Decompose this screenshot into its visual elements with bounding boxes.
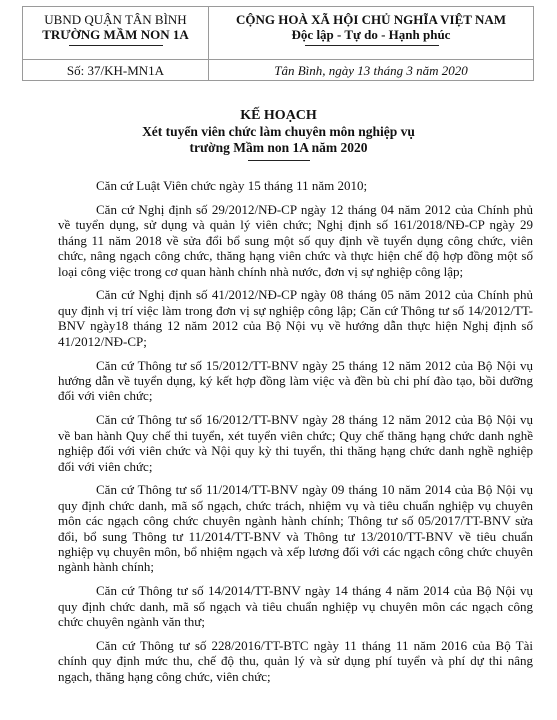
issuing-agency-cell: [23, 7, 209, 59]
paragraph: Căn cứ Thông tư số 16/2012/TT-BNV ngày 28 tháng 12 năm 2012 của Bộ Nội vụ về ban hành Quy chế thi tuyển, xét tuyển viên chức; Quy chế thăng hạng chức danh nghề nghiệp đối với viên chức và Nội quy kỳ thi tuyển, thi thăng hạng chức danh nghề nghiệp đối với viên chức;: [58, 412, 533, 474]
agency-name: UBND QUẬN TÂN BÌNH: [44, 12, 187, 27]
paragraph: Căn cứ Thông tư số 11/2014/TT-BNV ngày 09 tháng 10 năm 2014 của Bộ Nội vụ quy định chức danh, mã số ngạch, chức trách, nhiệm vụ và tiêu chuẩn nghiệp vụ chuyên môn các ngạch công chức chuyên ngành hành chính; Thông tư số 05/2017/TT-BNV sửa đổi, bổ sung Thông tư 11/2014/TT-BNV và Thông tư 13/2010/TT-BNV về tiêu chuẩn nghiệp vụ chuyên môn, bổ nhiệm ngạch và xếp lương đối với các ngạch công chức chuyên ngành hành chính;: [58, 482, 533, 575]
place-and-date: Tân Bình, ngày 13 tháng 3 năm 2020: [274, 63, 468, 78]
header-table: [22, 6, 534, 81]
national-title-cell: [209, 7, 533, 59]
doc-number-cell: [23, 59, 209, 81]
paragraph: Căn cứ Nghị định số 29/2012/NĐ-CP ngày 12 tháng 04 năm 2012 của Chính phủ về tuyển dụng, sử dụng và quản lý viên chức; Nghị định số 161/2018/NĐ-CP ngày 29 tháng 11 năm 2018 về sửa đổi bổ sung một số quy định về tuyển dụng công chức, viên chức, nâng ngạch công chức, thăng hạng viên chức và thực hiện chế độ hợp đồng một số loại công việc trong cơ quan hành chính nhà nước, đơn vị sự nghiệp công lập;: [58, 201, 533, 279]
document-number: Số: 37/KH-MN1A: [66, 63, 165, 78]
plan-subtitle-line2: trường Mầm non 1A năm 2020: [189, 140, 368, 155]
legal-basis-section: [58, 178, 533, 693]
school-name: TRƯỜNG MẦM NON 1A: [42, 27, 189, 42]
paragraph: Căn cứ Thông tư số 228/2016/TT-BTC ngày 11 tháng 11 năm 2016 của Bộ Tài chính quy định mức thu, chế độ thu, quản lý và sử dụng phí tuyển và phí dự thi nâng ngạch, thăng hạng công chức, viên chức;: [58, 638, 533, 684]
paragraph: Căn cứ Thông tư số 15/2012/TT-BNV ngày 25 tháng 12 năm 2012 của Bộ Nội vụ hướng dẫn về tuyển dụng, ký kết hợp đồng làm việc và đền bù chi phí đào tạo, bồi dưỡng đối với viên chức;: [58, 357, 533, 404]
place-date-cell: [209, 59, 533, 81]
national-motto: Độc lập - Tự do - Hạnh phúc: [291, 27, 451, 42]
paragraph: Căn cứ Nghị định số 41/2012/NĐ-CP ngày 08 tháng 05 năm 2012 của Chính phủ quy định vị trí việc làm trong đơn vị sự nghiệp công lập; Căn cứ Thông tư số 14/2012/TT-BNV ngày18 tháng 12 năm 2012 của Bộ Nội vụ về hướng dẫn thực hiện Nghị định số 41/2012/NĐ-CP;: [58, 287, 533, 349]
school-name-underline: [69, 45, 163, 46]
plan-subtitle-line1: Xét tuyển viên chức làm chuyên môn nghiệp vụ: [142, 124, 415, 139]
plan-title: KẾ HOẠCH: [240, 108, 317, 123]
paragraph: Căn cứ Thông tư số 14/2014/TT-BNV ngày 14 tháng 4 năm 2014 của Bộ Nội vụ quy định chức danh, mã số ngạch và tiêu chuẩn nghiệp vụ chuyên môn các ngạch công chức chuyên ngành văn thư;: [58, 583, 533, 630]
motto-underline: [305, 45, 439, 46]
title-underline: [248, 160, 310, 161]
country-name: CỘNG HOÀ XÃ HỘI CHỦ NGHĨA VIỆT NAM: [235, 12, 507, 27]
paragraph: Căn cứ Luật Viên chức ngày 15 tháng 11 năm 2010;: [96, 178, 368, 193]
